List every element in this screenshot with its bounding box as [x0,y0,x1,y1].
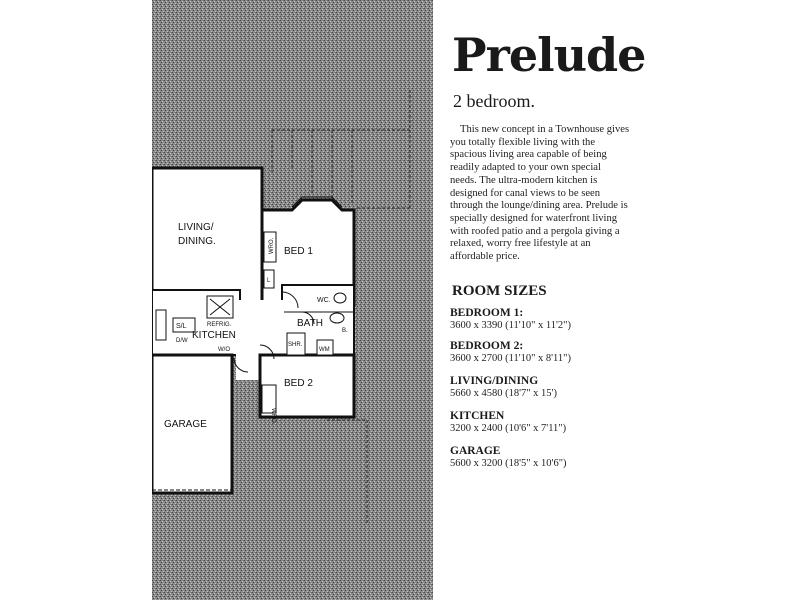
floor-plan-drawing [152,0,433,600]
room-name-kitchen: KITCHEN [450,410,505,422]
living-label-line1: LIVING/ [178,222,214,233]
basin-label: B. [342,328,348,334]
room-size-living-dining: 5660 x 4580 (18'7" x 15') [450,388,557,399]
room-size-kitchen: 3200 x 2400 (10'6" x 7'11") [450,423,567,434]
bed2-label: BED 2 [284,378,313,389]
room-name-bedroom-2: BEDROOM 2: [450,340,524,352]
room-size-garage: 5600 x 3200 (18'5" x 10'6") [450,458,567,469]
room-name-bedroom-1: BEDROOM 1: [450,307,524,319]
wm-label: WM [319,347,330,353]
basin [330,313,344,323]
wall-oven-label: W/O [218,347,230,353]
floor-plan [152,0,433,600]
living-label-line2: DINING. [178,236,216,247]
kitchen-label: KITCHEN [192,330,236,341]
kitchen-bench [156,310,166,340]
room-size-bedroom-2: 3600 x 2700 (11'10" x 8'11") [450,353,571,364]
dishwasher-label: D/W [176,338,188,344]
wardrobe2-label: WRO. [270,408,276,425]
sink-label: S/L [176,323,187,330]
room-name-living-dining: LIVING/DINING [450,375,539,387]
room-name-garage: GARAGE [450,445,501,457]
shower-label: SHR. [288,342,303,348]
page-title: Prelude [452,28,646,82]
wc-label: WC. [317,297,331,304]
refrig-label: REFRIG. [207,322,232,328]
wardrobe1-label: WRO. [269,237,275,254]
linen-label: L [267,278,271,284]
room-sizes-heading: ROOM SIZES [452,283,547,299]
description-text: This new concept in a Townhouse gives you totally flexible living with the spacious living area capable of being readily adapted to your own special needs. The ultra-modern kitchen is designed for canal views to be seen through the lounge/dining area. Prelude is specially designed for waterfront living with roofed patio and a pergola giving a relaxed, worry free lifestyle at an affordable price. [450,124,630,263]
bath-label: BATH [297,318,323,329]
garage-label: GARAGE [164,419,207,430]
bed1-label: BED 1 [284,246,313,257]
room-size-bedroom-1: 3600 x 3390 (11'10" x 11'2") [450,320,571,331]
page-subtitle: 2 bedroom. [453,91,535,111]
toilet [334,293,346,303]
